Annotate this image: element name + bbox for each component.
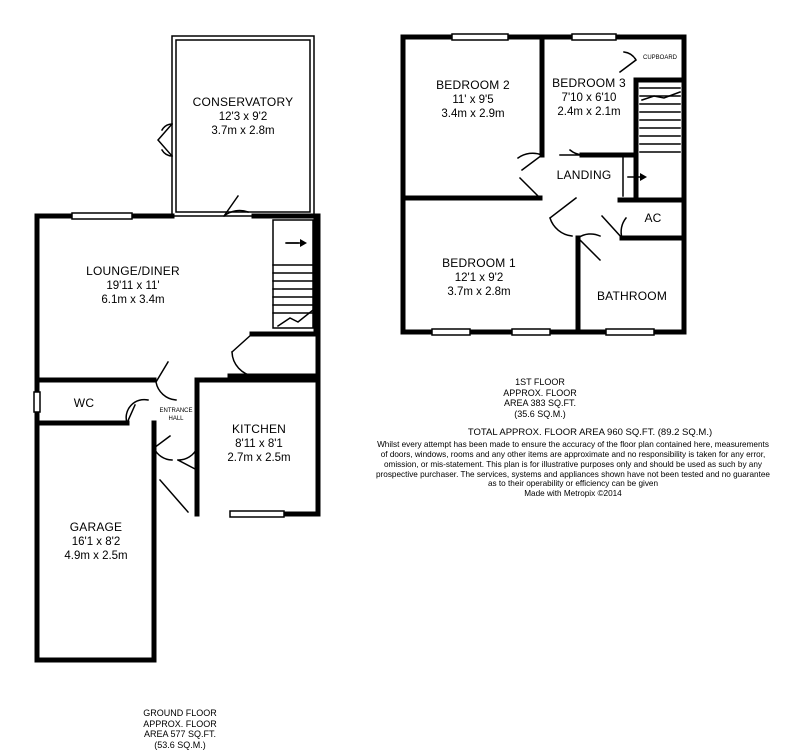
total-floor-area: TOTAL APPROX. FLOOR AREA 960 SQ.FT. (89.2 SQ.M.) — [467, 427, 713, 438]
conservatory-name: CONSERVATORY — [192, 95, 294, 109]
conservatory-imperial: 12'3 x 9'2 — [218, 111, 268, 123]
gf-area-line4: (53.6 SQ.M.) — [154, 739, 206, 750]
conservatory-metric: 3.7m x 2.8m — [211, 125, 275, 138]
kitchen-label — [204, 422, 314, 466]
first-floor-area — [480, 377, 600, 419]
conservatory-label — [172, 95, 314, 139]
bedroom2-label — [410, 78, 536, 122]
garage-imperial: 16'1 x 8'2 — [71, 536, 121, 548]
bedroom3-metric: 2.4m x 2.1m — [557, 106, 621, 119]
disclaimer-line6: Made with Metropix ©2014 — [524, 489, 622, 499]
kitchen-name: KITCHEN — [231, 422, 287, 436]
ff-area-line3: AREA 383 SQ.FT. — [503, 398, 577, 409]
ff-area-line4: (35.6 SQ.M.) — [514, 408, 566, 419]
entrance-hall-label — [156, 408, 196, 423]
lounge-label — [58, 264, 208, 308]
ground-floor-area — [120, 708, 240, 750]
kitchen-imperial: 8'11 x 8'1 — [235, 438, 283, 450]
lounge-metric: 6.1m x 3.4m — [101, 294, 165, 307]
bedroom2-name: BEDROOM 2 — [436, 78, 510, 92]
cupboard-label: CUPBOARD — [642, 55, 677, 61]
gf-area-line1: GROUND FLOOR — [143, 708, 217, 718]
disclaimer-line2: of doors, windows, rooms and any other items are approximate and no responsibility is taken for any error, — [380, 449, 766, 459]
disclaimer-line3: omission, or mis-statement. This plan is for illustrative purposes only and should be used as such by any — [383, 459, 763, 469]
wc-label: WC — [73, 396, 95, 410]
garage-label — [40, 520, 152, 564]
entrance-line2: HALL — [168, 415, 184, 422]
lounge-name: LOUNGE/DINER — [86, 264, 180, 278]
ac-label: AC — [644, 211, 662, 225]
bedroom1-imperial: 12'1 x 9'2 — [454, 272, 504, 284]
entrance-line1: ENTRANCE — [159, 408, 193, 414]
disclaimer-line4: prospective purchaser. The services, systems and appliances shown have not been tested and no guarantee — [375, 469, 770, 479]
bedroom3-imperial: 7'10 x 6'10 — [561, 92, 617, 104]
bathroom-label: BATHROOM — [596, 289, 668, 303]
landing-label: LANDING — [556, 168, 612, 182]
garage-metric: 4.9m x 2.5m — [64, 550, 128, 563]
bedroom3-name: BEDROOM 3 — [552, 76, 626, 90]
garage-name: GARAGE — [69, 520, 123, 534]
kitchen-metric: 2.7m x 2.5m — [227, 452, 291, 465]
lounge-imperial: 19'11 x 11' — [106, 280, 160, 292]
bedroom1-metric: 3.7m x 2.8m — [447, 286, 511, 299]
ff-area-line1: 1ST FLOOR — [515, 377, 565, 387]
gf-area-line2: APPROX. FLOOR — [143, 718, 217, 729]
bedroom1-label — [414, 256, 544, 300]
gf-area-line3: AREA 577 SQ.FT. — [143, 729, 217, 740]
disclaimer — [346, 440, 800, 499]
bedroom3-label — [544, 76, 634, 120]
bedroom2-imperial: 11' x 9'5 — [452, 94, 494, 106]
bedroom1-name: BEDROOM 1 — [442, 256, 516, 270]
ff-area-line2: APPROX. FLOOR — [503, 387, 577, 398]
bedroom2-metric: 3.4m x 2.9m — [441, 108, 505, 121]
disclaimer-line5: as to their operability or efficiency can be given — [487, 479, 659, 489]
disclaimer-line1: Whilst every attempt has been made to ensure the accuracy of the floor plan contained here, measurements — [377, 440, 769, 449]
